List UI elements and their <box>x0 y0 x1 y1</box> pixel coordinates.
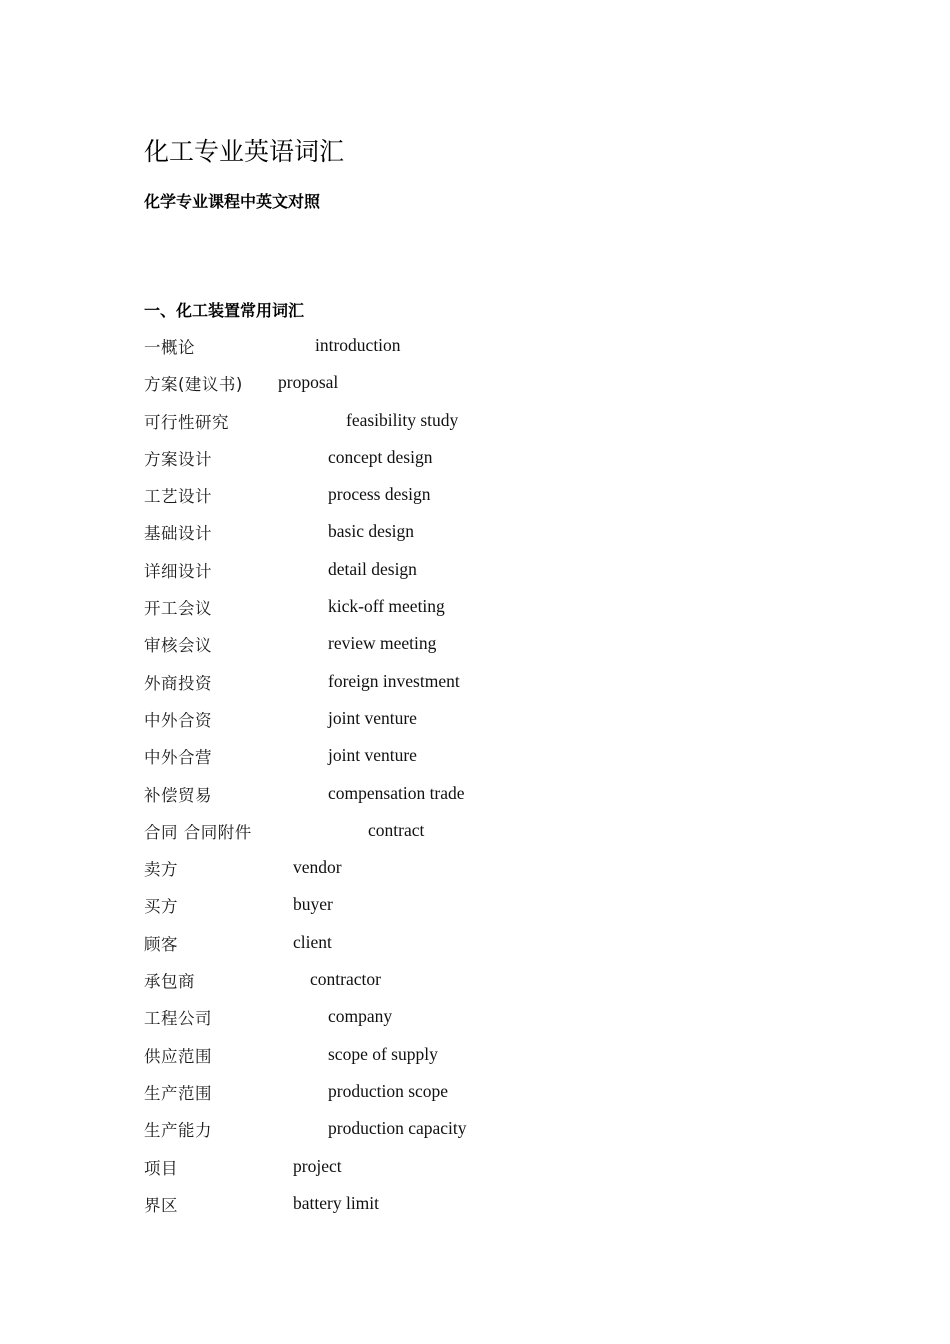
term-en: review meeting <box>328 633 437 654</box>
term-en: proposal <box>278 372 339 393</box>
document-title: 化工专业英语词汇 <box>144 137 345 166</box>
term-zh: 补偿贸易 <box>144 785 212 805</box>
term-en: feasibility study <box>346 409 459 430</box>
term-en: kick-off meeting <box>328 596 445 617</box>
term-zh: 买方 <box>144 897 178 917</box>
term-en: process design <box>328 484 431 505</box>
term-en: project <box>293 1155 342 1176</box>
term-en: production capacity <box>328 1118 467 1139</box>
term-en: detail design <box>328 558 417 579</box>
term-zh: 生产能力 <box>144 1121 212 1141</box>
term-zh: 供应范围 <box>144 1046 212 1066</box>
term-zh: 方案(建议书) <box>144 375 243 395</box>
term-zh: 项目 <box>144 1158 178 1178</box>
term-en: buyer <box>293 894 333 915</box>
term-zh: 详细设计 <box>144 561 212 581</box>
term-zh: 工程公司 <box>144 1009 212 1029</box>
term-zh: 外商投资 <box>144 673 212 693</box>
term-en: vendor <box>293 857 342 878</box>
term-en: contract <box>368 819 425 840</box>
term-en: battery limit <box>293 1192 380 1213</box>
term-zh: 界区 <box>144 1195 178 1215</box>
term-zh: 一概论 <box>144 338 195 357</box>
term-zh: 审核会议 <box>144 636 212 656</box>
term-zh: 中外合资 <box>144 710 212 730</box>
term-en: company <box>328 1006 393 1027</box>
term-en: client <box>293 931 332 952</box>
document-subtitle: 化学专业课程中英文对照 <box>144 192 321 211</box>
term-zh: 可行性研究 <box>144 412 229 432</box>
term-zh: 方案设计 <box>144 449 212 469</box>
term-en: contractor <box>310 969 381 990</box>
term-en: joint venture <box>328 707 417 728</box>
term-zh: 顾客 <box>144 934 178 954</box>
term-en: concept design <box>328 446 433 467</box>
term-zh: 合同 合同附件 <box>144 822 252 842</box>
term-en: foreign investment <box>328 670 460 691</box>
term-zh: 中外合营 <box>144 748 212 768</box>
term-en: scope of supply <box>328 1043 438 1064</box>
term-zh: 卖方 <box>144 860 178 880</box>
term-en: joint venture <box>328 745 417 766</box>
term-zh: 基础设计 <box>144 524 212 544</box>
section-heading: 一、化工装置常用词汇 <box>144 301 305 320</box>
term-zh: 工艺设计 <box>144 487 212 507</box>
term-zh: 承包商 <box>144 972 195 992</box>
term-zh: 生产范围 <box>144 1083 212 1103</box>
term-en: introduction <box>315 335 401 355</box>
term-en: basic design <box>328 521 415 542</box>
term-en: compensation trade <box>328 782 465 803</box>
term-en: production scope <box>328 1080 449 1101</box>
term-zh: 开工会议 <box>144 599 212 619</box>
